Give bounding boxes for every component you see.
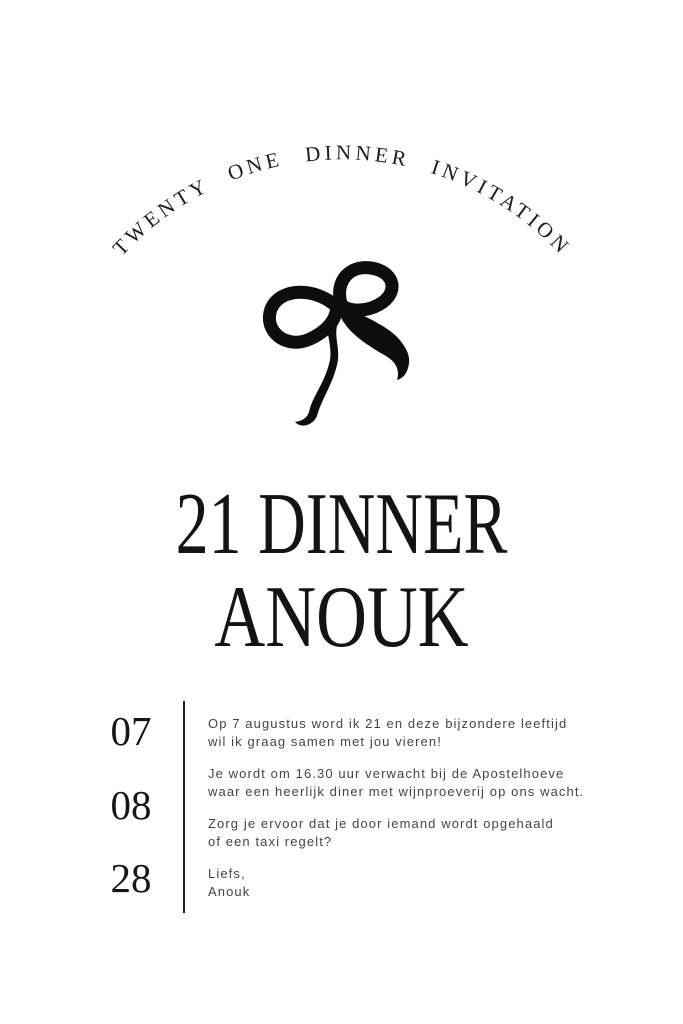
date-year: 28 <box>110 855 152 901</box>
paragraph-venue <box>208 765 638 801</box>
date-day: 07 <box>110 708 152 754</box>
vertical-divider <box>183 701 185 913</box>
signoff-line: Anouk <box>208 884 251 899</box>
date-month: 08 <box>110 782 152 828</box>
paragraph-line: Op 7 augustus word ik 21 en deze bijzondere leeftijd <box>208 716 568 731</box>
paragraph-birthday <box>208 715 638 751</box>
signoff-line: Liefs, <box>208 866 246 881</box>
paragraph-line: wil ik graag samen met jou vieren! <box>208 734 442 749</box>
signoff <box>208 865 638 901</box>
bow-left-loop <box>269 292 337 342</box>
paragraph-line: of een taxi regelt? <box>208 834 333 849</box>
body-copy <box>208 715 638 915</box>
paragraph-line: Zorg je ervoor dat je door iemand wordt opgehaald <box>208 816 554 831</box>
title-line-1: 21 DINNER <box>175 476 508 573</box>
paragraph-transport <box>208 815 638 851</box>
title-line-2: ANOUK <box>214 569 469 666</box>
arc-header-textpath: TWENTY ONE DINNER INVITATION <box>107 140 577 261</box>
bow-icon <box>240 253 460 433</box>
bow-right-tail <box>340 306 409 380</box>
bow-right-loop <box>340 268 392 310</box>
arc-header-text <box>108 140 576 260</box>
paragraph-line: waar een heerlijk diner met wijnproeverij op ons wacht. <box>208 784 585 799</box>
paragraph-line: Je wordt om 16.30 uur verwacht bij de Apostelhoeve <box>208 766 565 781</box>
